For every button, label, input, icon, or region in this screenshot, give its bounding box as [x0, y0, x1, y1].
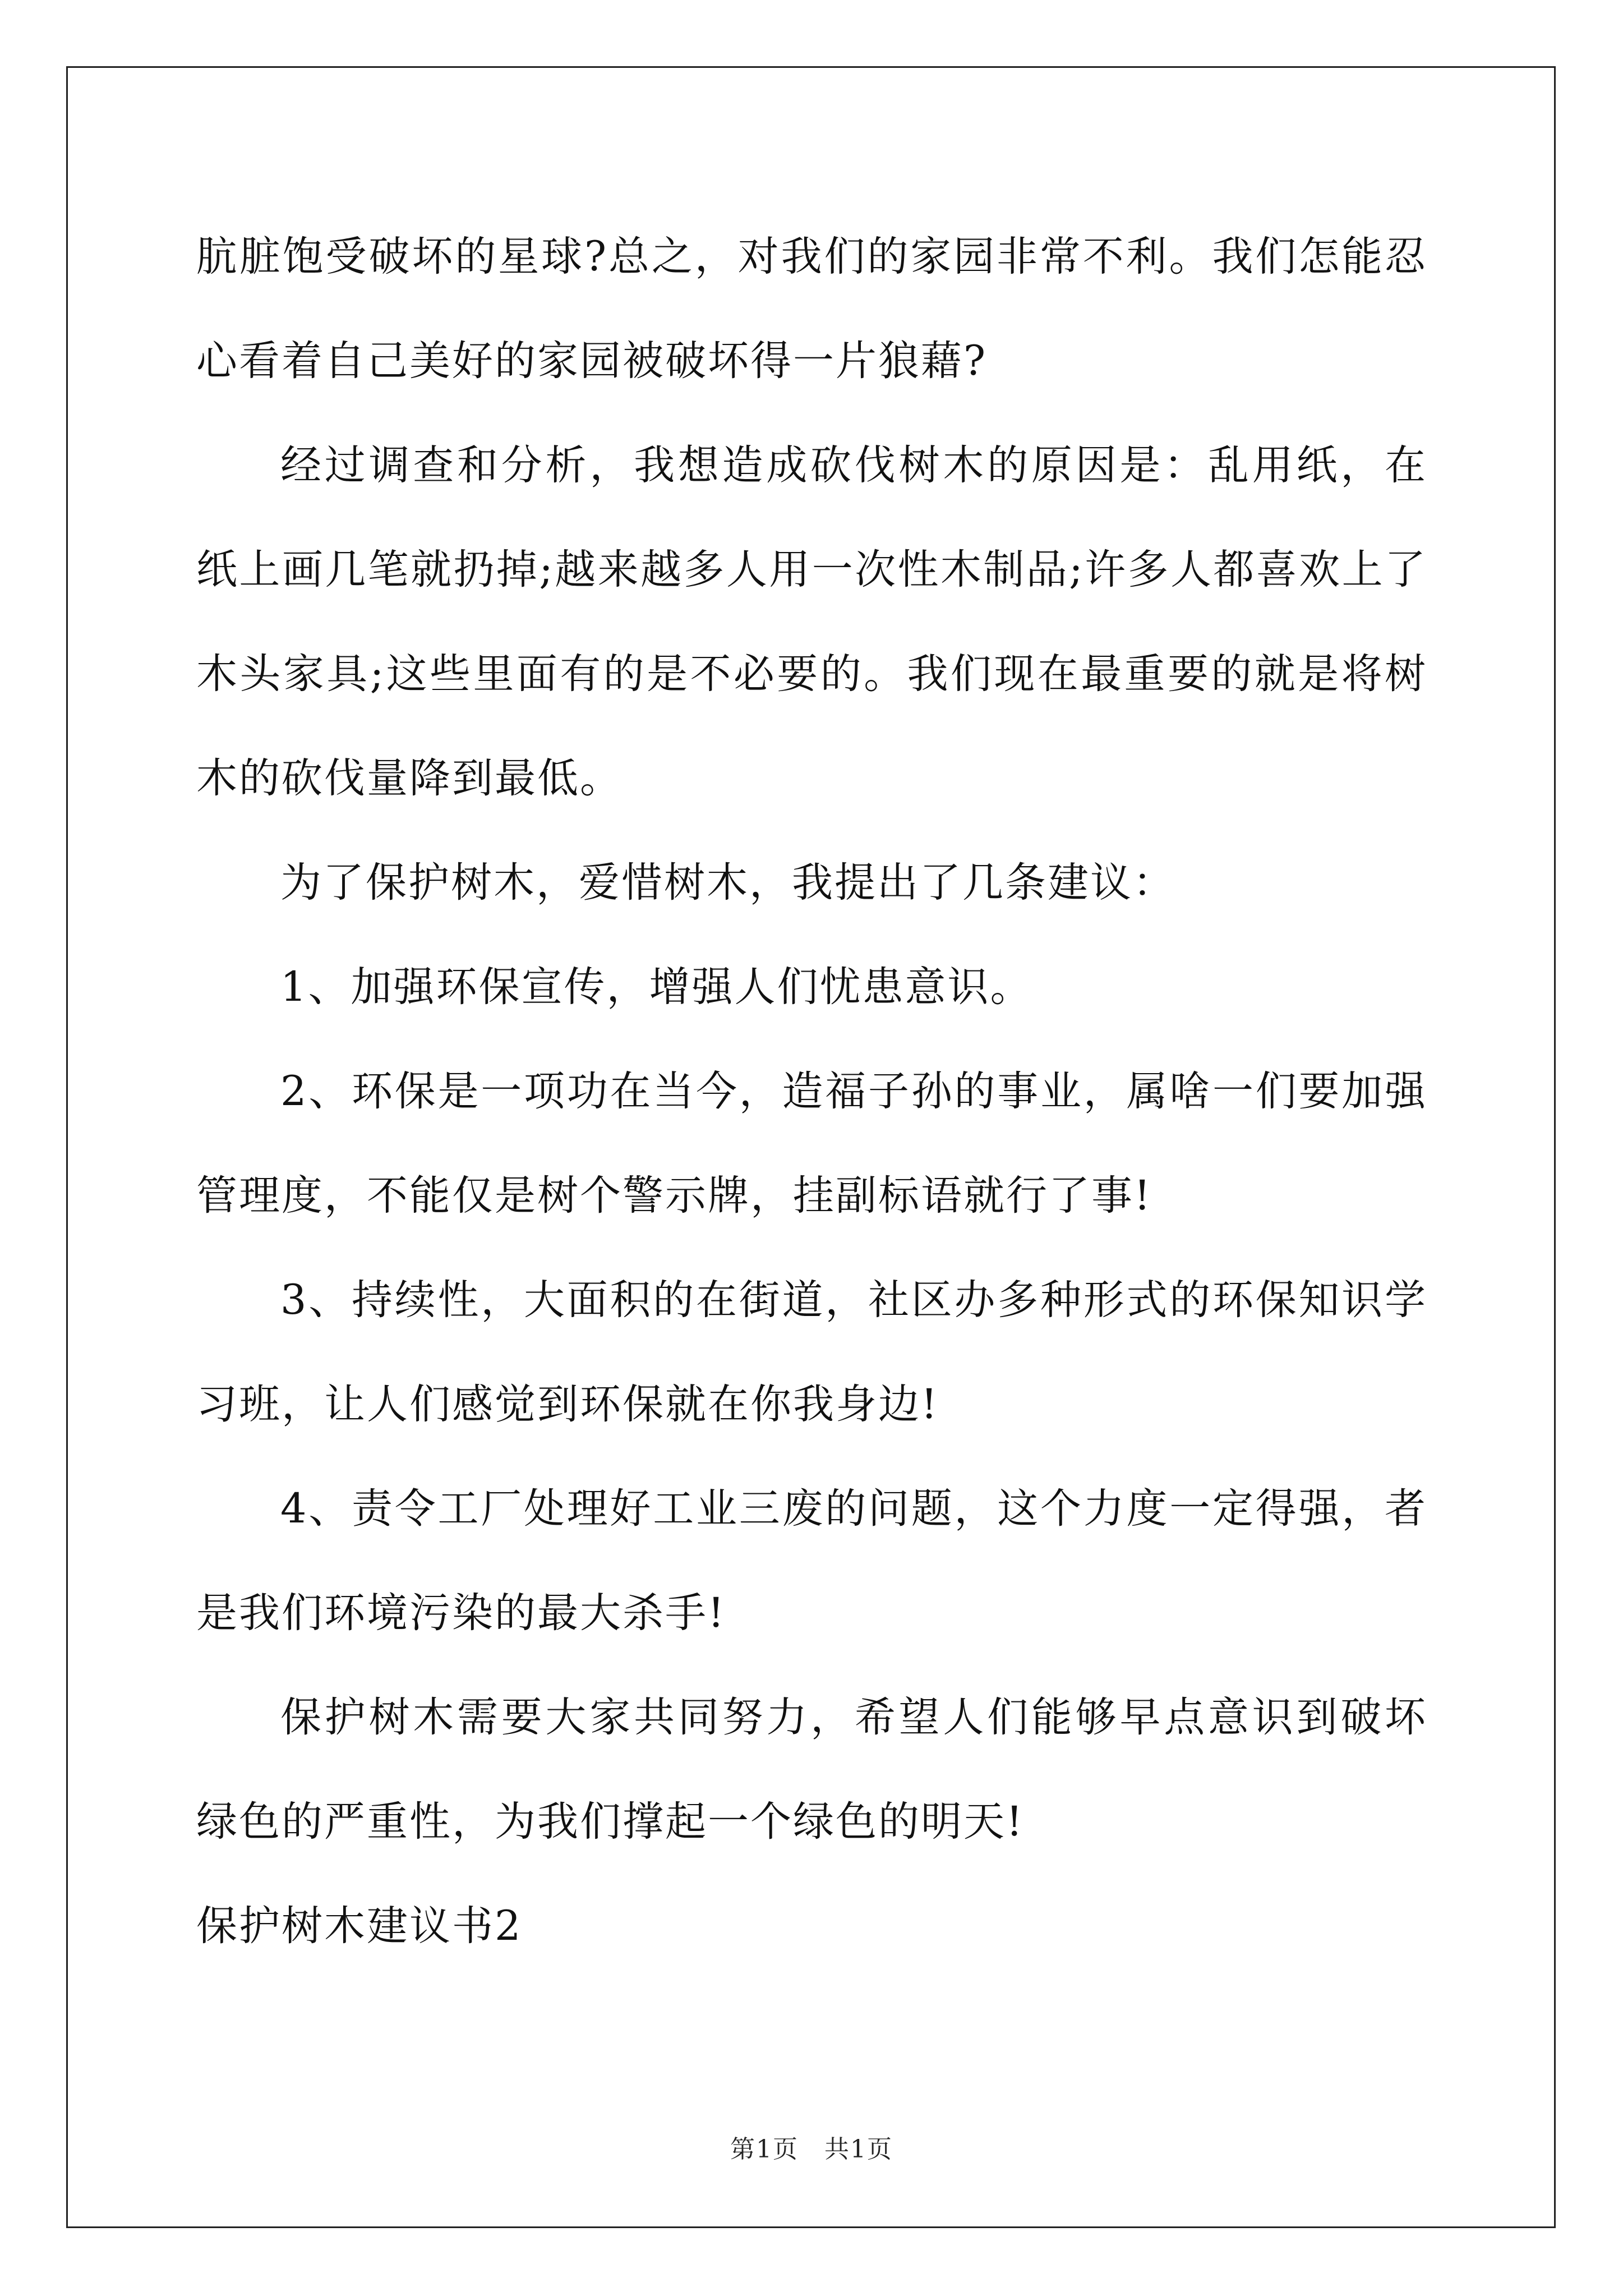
paragraph-1: 肮脏饱受破坏的星球?总之，对我们的家园非常不利。我们怎能忍心看着自己美好的家园被破坏得一片狼藉? — [196, 233, 1427, 385]
paragraph-5: 2、环保是一项功在当今，造福子孙的事业，属啥一们要加强管理度，不能仅是树个警示牌，挂副标语就行了事! — [196, 1068, 1427, 1220]
paragraph-3: 为了保护树木，爱惜树木，我提出了几条建议： — [280, 859, 1175, 907]
paragraph-8: 保护树木需要大家共同努力，希望人们能够早点意识到破坏绿色的严重性，为我们撑起一个绿色的明天! — [196, 1694, 1427, 1846]
document-body — [196, 205, 1427, 1978]
page-footer: 第1页 共1页 — [730, 2135, 893, 2164]
section-heading: 保护树木建议书2 — [196, 1902, 523, 1950]
paragraph-6: 3、持续性，大面积的在街道，社区办多种形式的环保知识学习班，让人们感觉到环保就在你我身边! — [196, 1276, 1427, 1428]
paragraph-7: 4、责令工厂处理好工业三废的问题，这个力度一定得强，者是我们环境污染的最大杀手! — [196, 1485, 1427, 1637]
paragraph-2: 经过调查和分析，我想造成砍伐树木的原因是：乱用纸，在纸上画几笔就扔掉;越来越多人用一次性木制品;许多人都喜欢上了木头家具;这些里面有的是不必要的。我们现在最重要的就是将树木的砍伐量降到最低。 — [196, 441, 1427, 802]
paragraph-4: 1、加强环保宣传，增强人们忧患意识。 — [280, 963, 1033, 1011]
